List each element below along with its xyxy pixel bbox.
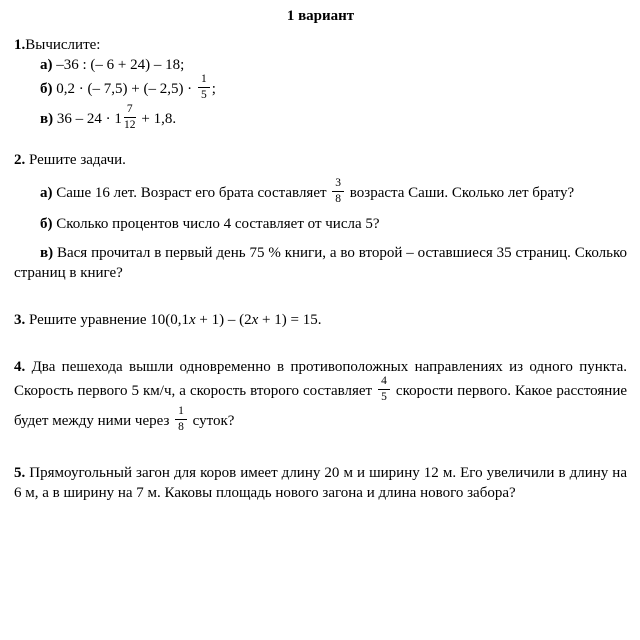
problem-1b-expression: 0,2 · (– 7,5) + (– 2,5) ·: [52, 81, 196, 98]
problem-2b-label: б): [40, 215, 53, 232]
problem-2-heading: [14, 150, 627, 170]
problem-1-heading: [14, 35, 627, 55]
fraction: [198, 73, 210, 102]
problem-2-item-a: [14, 179, 627, 208]
fraction-denominator: 8: [178, 420, 184, 433]
problem-3-text-mid: + 1) – (2: [195, 311, 252, 328]
problem-2-item-b: [14, 214, 627, 234]
problem-3: [14, 310, 627, 330]
fraction-denominator: 5: [381, 391, 387, 404]
page-title: 1 вариант: [286, 8, 355, 24]
fraction-numerator: 7: [124, 103, 136, 118]
fraction-numerator: 1: [175, 405, 187, 420]
problem-2b-text: Сколько процентов число 4 составляет от числа 5?: [52, 215, 380, 232]
variable-x: x: [188, 311, 196, 328]
problem-1a-label: а): [40, 57, 53, 74]
problem-1a-expression: –36 : (– 6 + 24) – 18;: [52, 57, 185, 74]
problem-2-item-v: [14, 243, 627, 283]
fraction-denominator: 12: [123, 118, 136, 131]
problem-1v-expression-end: + 1,8.: [137, 110, 177, 127]
problem-5-number: 5.: [14, 464, 26, 481]
problem-2a-text: Саше 16 лет. Возраст его брата составляет: [52, 185, 331, 202]
problem-5-text: Прямоугольный загон для коров имеет длину 20 м и ширину 12 м. Его увеличили в длину на 6 м, а в ширину на 7 м. Каковы площадь нового загона и длина нового забора?: [14, 464, 627, 502]
problem-4-text-end: суток?: [188, 412, 235, 429]
problem-3-text-end: + 1) = 15.: [258, 311, 322, 328]
problem-1v-expression: 36 – 24 · 1: [53, 110, 122, 127]
fraction: [332, 177, 344, 206]
problem-1-number: 1.: [14, 37, 26, 53]
problem-4-text: Два пешехода вышли одновременно в противоположных направлениях из одного пункта. Скорость первого 5 км/ч, а скорость второго составляет: [14, 358, 627, 400]
fraction-denominator: 8: [335, 193, 342, 206]
problem-1-item-b: [40, 75, 627, 104]
fraction-numerator: 4: [378, 375, 390, 390]
problem-1b-label: б): [40, 81, 53, 98]
problem-3-number: 3.: [14, 311, 26, 328]
problem-1-item-a: [40, 55, 627, 75]
fraction-denominator: 5: [200, 89, 207, 102]
problem-1b-expression-end: ;: [211, 81, 216, 98]
fraction-numerator: 1: [198, 73, 210, 88]
problem-2a-label: а): [40, 185, 53, 202]
problem-2v-text: Вася прочитал в первый день 75 % книги, а во второй – оставшиеся 35 страниц. Сколько страниц в книге?: [14, 244, 627, 281]
problem-2v-label: в): [40, 244, 54, 261]
problem-4-text-mid: скорости первого. Какое расстояние будет между ними через: [14, 383, 628, 429]
fraction: [175, 405, 187, 434]
problem-1-item-v: [40, 102, 627, 134]
problem-2-intro: Решите задачи.: [25, 152, 126, 169]
fraction-numerator: 3: [332, 177, 344, 192]
problem-3-text: Решите уравнение 10(0,1: [25, 311, 189, 328]
fraction: [124, 103, 136, 132]
problem-4: [14, 357, 627, 436]
problem-1v-label: в): [40, 110, 54, 127]
problem-2a-text-end: возраста Саши. Сколько лет брату?: [346, 185, 575, 202]
problem-1-intro: Вычислите:: [25, 37, 101, 53]
problem-5: [14, 463, 627, 503]
fraction: [378, 375, 390, 404]
problem-4-number: 4.: [14, 358, 26, 375]
variable-x: x: [251, 311, 259, 328]
problem-2-number: 2.: [14, 152, 26, 169]
